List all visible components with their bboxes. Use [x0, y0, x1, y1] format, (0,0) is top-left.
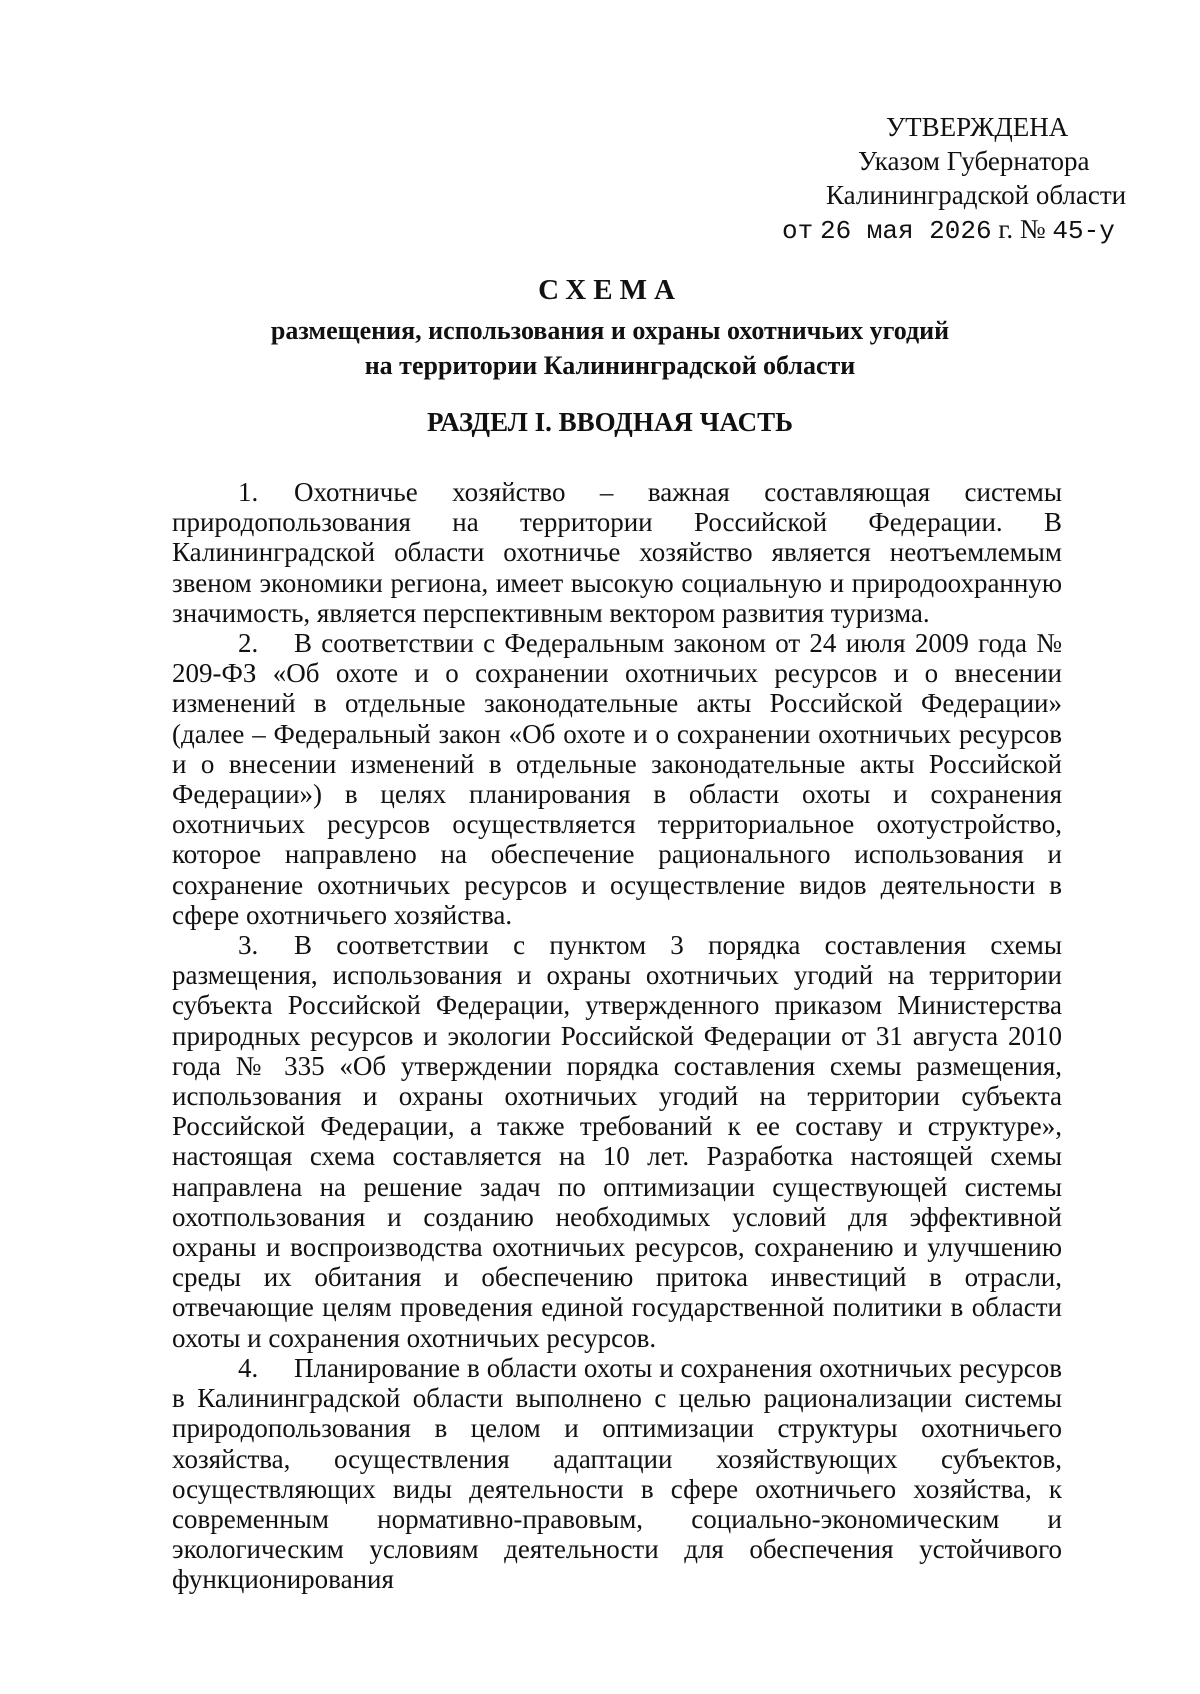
paragraph	[172, 628, 1062, 930]
paragraph-number: 2.	[238, 628, 259, 659]
paragraph-text: Охотничье хозяйство – важная составляющая системы природопользования на территории Российской Федерации. В Калининградской области охотничье хозяйство является неотъемлемым звеном экономики региона, имеет высокую социальную и природоохранную значимость, является перспективным вектором развития туризма.	[172, 477, 1062, 628]
approval-approved-label: УТВЕРЖДЕНА	[886, 112, 1069, 142]
paragraph-number: 4.	[238, 1352, 259, 1383]
approval-number-value: 45-у	[1052, 216, 1115, 246]
paragraph	[172, 1353, 1062, 1595]
paragraph	[172, 477, 1062, 628]
approval-date-value: 26 мая 2026	[819, 216, 992, 246]
document-subtitle	[160, 313, 1060, 383]
approval-date-prefix: от	[782, 216, 814, 246]
approval-date-line	[700, 212, 1180, 248]
paragraph-text: В соответствии с пунктом 3 порядка составления схемы размещения, использования и охраны охотничьих угодий на территории субъекта Российской Федерации, утвержденного приказом Министерства природных ресурсов и экологии Российской Федерации от 31 августа 2010 года № 335 «Об утверждении порядка составления схемы размещения, использования и охраны охотничьих угодий на территории субъекта Российской Федерации, а также требований к ее составу и структуре», настоящая схема составляется на 10 лет. Разработка настоящей схемы направлена на решение задач по оптимизации существующей системы охотпользования и созданию необходимых условий для эффективной охраны и воспроизводства охотничьих ресурсов, сохранению и улучшению среды их обитания и обеспечению притока инвестиций в отрасли, отвечающие целям проведения единой государственной политики в области охоты и сохранения охотничьих ресурсов.	[172, 930, 1062, 1353]
paragraph-number: 1.	[238, 477, 259, 507]
document-subtitle-line2: на территории Калининградской области	[364, 351, 856, 380]
paragraph-text: Планирование в области охоты и сохранения охотничьих ресурсов в Калининградской области выполнено с целью рационализации системы природопользования в целом и оптимизации структуры охотничьего хозяйства, осуществления адаптации хозяйствующих субъектов, осуществляющих виды деятельности в сфере охотничьего хозяйства, к современным нормативно-правовым, социально-экономическим и экологическим условиям деятельности для обеспечения устойчивого функционирования	[172, 1352, 1062, 1595]
approval-stamp-block	[700, 110, 1180, 248]
document-body	[172, 477, 1062, 1595]
paragraph-number: 3.	[238, 930, 259, 961]
document-title: СХЕМА	[538, 274, 682, 306]
paragraph-text: В соответствии с Федеральным законом от 24 июля 2009 года № 209-ФЗ «Об охоте и о сохранении охотничьих ресурсов и о внесении изменений в отдельные законодательные акты Российской Федерации» (далее – Федеральный закон «Об охоте и о сохранении охотничьих ресурсов и о внесении изменений в отдельные законодательные акты Российской Федерации») в целях планирования в области охоты и сохранения охотничьих ресурсов осуществляется территориальное охотустройство, которое направлено на обеспечение рационального использования и сохранение охотничьих ресурсов и осуществление видов деятельности в сфере охотничьего хозяйства.	[172, 628, 1062, 930]
approval-region-line: Калининградской области	[826, 180, 1127, 210]
approval-decree-line: Указом Губернатора	[858, 146, 1090, 176]
approval-date-mid: г. №	[998, 214, 1046, 244]
paragraph	[172, 930, 1062, 1353]
document-subtitle-line1: размещения, использования и охраны охотничьих угодий	[270, 316, 950, 345]
section-title: РАЗДЕЛ I. ВВОДНАЯ ЧАСТЬ	[427, 407, 793, 437]
